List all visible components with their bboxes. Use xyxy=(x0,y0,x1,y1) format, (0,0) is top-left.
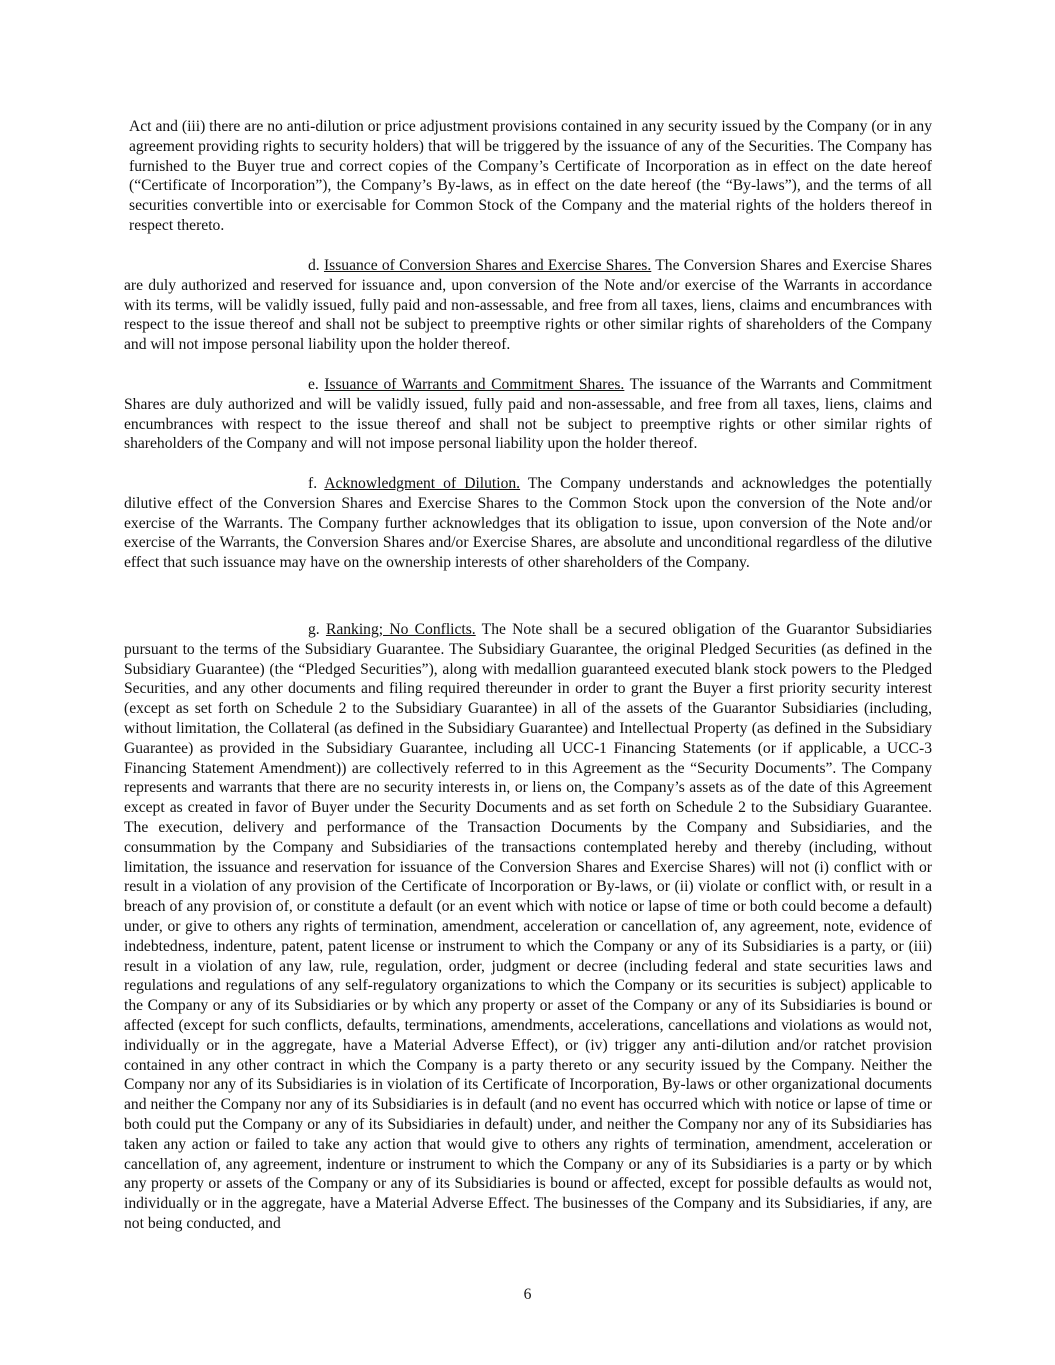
page-number: 6 xyxy=(523,1286,532,1303)
paragraph-d xyxy=(124,256,932,355)
paragraph-f-heading: Acknowledgment of Dilution. xyxy=(324,475,521,492)
paragraph-d-text: The Conversion Shares and Exercise Shares are duly authorized and reserved for issuance and, upon conversion of the Note and/or exercise of the Warrants in accordance with its terms, will be validly issued, fully paid and non-assessable, and free from all taxes, liens, claims and encumbrances with respect to the issue thereof and shall not be subject to preemptive rights or other similar rights of shareholders of the Company and will not impose personal liability upon the holder thereof. xyxy=(124,257,932,354)
paragraph-d-marker: d. xyxy=(308,257,320,274)
paragraph-e-text: The issuance of the Warrants and Commitment Shares are duly authorized and will be validly issued, fully paid and non-assessable, and free from all taxes, liens, claims and encumbrances with respect to the issue thereof and shall not be subject to preemptive rights or other similar rights of shareholders of the Company and will not impose personal liability upon the holder thereof. xyxy=(124,376,933,453)
paragraph-e-heading: Issuance of Warrants and Commitment Shares. xyxy=(324,376,625,393)
paragraph-f xyxy=(124,474,932,573)
paragraph-c-continuation xyxy=(129,117,932,236)
paragraph-c-text: Act and (iii) there are no anti-dilution or price adjustment provisions contained in any security issued by the Company (or in any agreement providing rights to security holders) that will be triggered by the issuance of any of the Securities. The Company has furnished to the Buyer true and correct copies of the Company’s Certificate of Incorporation as in effect on the date hereof (“Certificate of Incorporation”), the Company’s By-laws, as in effect on the date hereof (the “By-laws”), and the terms of all securities convertible into or exercisable for Common Stock of the Company and the material rights of the holders thereof in respect thereto. xyxy=(129,118,932,234)
paragraph-f-marker: f. xyxy=(308,475,318,492)
paragraph-f-text: The Company understands and acknowledges the potentially dilutive effect of the Conversion Shares and Exercise Shares to the Common Stock upon the conversion of the Note and/or exercise of the Warrants. The Company further acknowledges that its obligation to issue, upon conversion of the Note and/or exercise of the Warrants, the Conversion Shares and/or Exercise Shares, are absolute and unconditional regardless of the dilutive effect that such issuance may have on the ownership interests of other shareholders of the Company. xyxy=(124,475,933,572)
paragraph-g-heading: Ranking; No Conflicts. xyxy=(325,621,476,638)
paragraph-g xyxy=(124,620,932,1234)
paragraph-d-heading: Issuance of Conversion Shares and Exercise Shares. xyxy=(323,257,652,274)
paragraph-g-marker: g. xyxy=(308,621,320,638)
paragraph-g-text: The Note shall be a secured obligation of the Guarantor Subsidiaries pursuant to the terms of the Subsidiary Guarantee. The Subsidiary Guarantee, the original Pledged Securities (as defined in the Subsidiary Guarantee) (the “Pledged Securities”), along with medallion guaranteed executed blank stock powers to the Pledged Securities, and any other documents and filing required thereunder in order to grant the Buyer a first priority security interest (except as set forth on Schedule 2 to the Subsidiary Guarantee) in all of the assets of the Guarantor Subsidiaries (including, without limitation, the Collateral (as defined in the Subsidiary Guarantee) and Intellectual Property (as defined in the Subsidiary Guarantee) as provided in the Subsidiary Guarantee, including all UCC-1 Financing Statements (or if applicable, a UCC-3 Financing Statement Amendment)) are collectively referred to in this Agreement as the “Security Documents”. The Company represents and warrants that there are no security interests in, or liens on, the Company’s assets as of the date of this Agreement except as created in favor of Buyer under the Security Documents and as set forth on Schedule 2 to the Subsidiary Guarantee. The execution, delivery and performance of the Transaction Documents by the Company and Subsidiaries, and the consummation by the Company and Subsidiaries of the transactions contemplated hereby and thereby (including, without limitation, the issuance and reservation for issuance of the Conversion Shares and Exercise Shares) will not (i) conflict with or result in a violation of any provision of the Certificate of Incorporation or By-laws, or (ii) violate or conflict with, or result in a breach of any provision of, or constitute a default (or an event which with notice or lapse of time or both could become a default) under, or give to others any rights of termination, amendment, acceleration or cancellation of, any agreement, note, evidence of indebtedness, indenture, patent, patent license or instrument to which the Company or any of its Subsidiaries is a party, or (iii) result in a violation of any law, rule, regulation, order, judgment or decree (including federal and state securities laws and regulations and regulations of any self-regulatory organizations to which the Company or its securities is subject) applicable to the Company or any of its Subsidiaries or by which any property or asset of the Company or any of its Subsidiaries is bound or affected (except for such conflicts, defaults, terminations, amendments, accelerations, cancellations and violations as would not, individually or in the aggregate, have a Material Adverse Effect), or (iv) trigger any anti-dilution and/or ratchet provision contained in any other contract in which the Company is a party thereto or any security issued by the Company. Neither the Company nor any of its Subsidiaries is in violation of its Certificate of Incorporation, By-laws or other organizational documents and neither the Company nor any of its Subsidiaries is in default (and no event has occurred which with notice or lapse of time or both could put the Company or any of its Subsidiaries in default) under, and neither the Company nor any of its Subsidiaries has taken any action or failed to take any action that would give to others any rights of termination, amendment, acceleration or cancellation of, any agreement, indenture or instrument to which the Company or any of its Subsidiaries is a party or by which any property or assets of the Company or any of its Subsidiaries is bound or affected, except for possible defaults as would not, individually or in the aggregate, have a Material Adverse Effect. The businesses of the Company and its Subsidiaries, if any, are not being conducted, and xyxy=(124,621,932,1232)
paragraph-e-marker: e. xyxy=(308,376,319,393)
paragraph-e xyxy=(124,375,932,454)
